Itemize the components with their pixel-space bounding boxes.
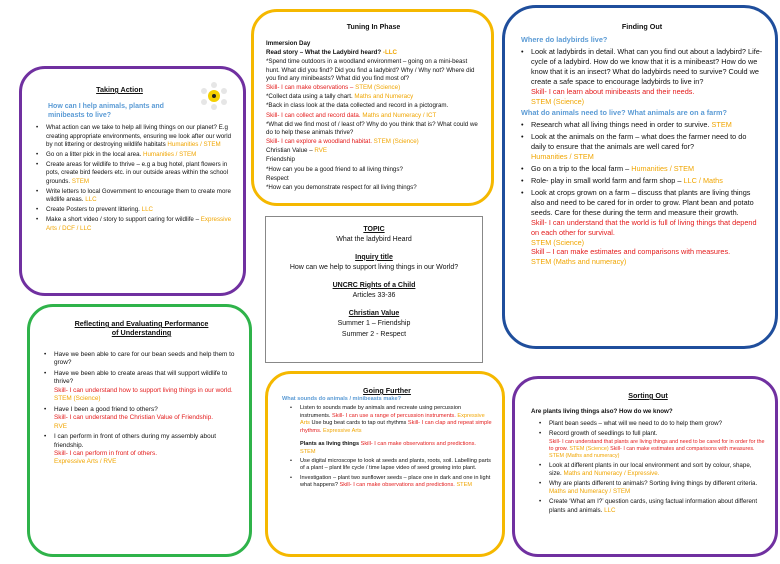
tuning-in-box: Tuning In Phase Immersion Day Read story – What the Ladybird heard? -LLC *Spend time outdoors in a woodland environment – going on a mini-beast hunt. What did you find? Did you find a ladybird? Why / Why not? Where did you find any minibeasts? What did you find most of? Skill- I can make observations – STEM (Science) *Collect data using a tally chart. Maths and Numeracy *Back in class look at the data collected and record in a pictogram. Skill- I can collect and record data. Maths and Numeracy / ICT *What did we find most of / least of? Why do you think that is? What could we do to help these animals thrive? Skill- I can explore a woodland habitat. STEM (Science) Christian Value – RVE Friendship *How can you be a good friend to all living things? Respect *How can you demonstrate respect for all living things? [251, 9, 494, 206]
topic-value: What the ladybird Heard [336, 236, 412, 244]
list-item: • Have I been a good friend to others? Skill- I can understand the Christian Value of Friendship. RVE [44, 406, 239, 431]
list-item: • Look at crops grown on a farm – discuss that plants are living things also and need to be cared for in order to grow. Plant bean and potato seeds. Care for these during the term and measure their growth. Skill- I can understand that the world is full of living things that depend on each other for survival. STEM (Science) Skill – I can make estimates and comparisons with measures. STEM (Maths and numeracy) [521, 188, 763, 267]
christian-value-label: Christian Value [348, 309, 400, 317]
finding-out-q1: Where do ladybirds live? [521, 35, 608, 44]
list-item: • Look at ladybirds in detail. What can you find out about a ladybird? Life- cycle of a ladybird. How do we know that it is a minibeast? How do we know that it is an insect? What do ladybirds need to survive? Could we create a safe space to encourage ladybirds to live in? Skill- I can learn about minibeasts and their needs. STEM (Science) [521, 47, 763, 107]
list-item: • Go on a litter pick in the local area. Humanities / STEM [36, 151, 233, 159]
list-item: • Have we been able to care for our bean seeds and help them to grow? [44, 351, 239, 368]
list-item: • Create Posters to prevent littering. LLC [36, 206, 233, 214]
list-item: • Record growth of seedlings to full plant. Skill- I can understand that plants are living things and need to be cared for in order for the to grow. STEM (Science) Skill- I can make estimates and comparisons with measures. STEM (Maths and numeracy) [539, 430, 765, 459]
finding-out-box [502, 5, 778, 349]
taking-action-title: Taking Action [96, 85, 143, 94]
read-story: Read story – What the Ladybird heard? [266, 49, 382, 57]
reflecting-title: Reflecting and Evaluating Performance of Understanding [74, 319, 209, 337]
reflecting-box [27, 304, 252, 557]
list-item: • Use digital microscope to look at seeds and plants, roots, soil. Labelling parts of a plant – plant life cycle / time lapse video of seed growing into plant. [290, 458, 492, 473]
sorting-out-box [512, 376, 778, 557]
list-item: • Role- play in small world farm and farm shop – LLC / Maths [521, 176, 763, 186]
list-item: • Have we been able to create areas that will support wildlife to thrive? Skill- I can understand how to support living things in our world. STEM (Science) [44, 370, 239, 404]
list-item: • Go on a trip to the local farm – Humanities / STEM [521, 164, 763, 174]
inquiry-value: How can we help to support living things in our World? [289, 264, 459, 272]
list-item: • Look at different plants in our local environment and sort by colour, shape, size. Maths and Numeracy / Expressive. [539, 462, 765, 478]
taking-action-list [36, 124, 233, 232]
list-item: • I can perform in front of others during my assembly about friendship. Skill- I can perform in front of others. Expressive Arts / RVE [44, 433, 239, 467]
list-item: • What action can we take to help all living things on our planet? E.g creating appropriate environments, ensuring we look after our world by not littering or destroying wildlife habitats Humanities / STEM [36, 124, 233, 149]
taking-action-question: How can I help animals, plants and minibeasts to live? [48, 103, 164, 120]
list-item: • Create ‘What am I?’ question cards, using factual information about different plants and animals. LLC [539, 498, 765, 514]
list-item: • Look at the animals on the farm – what does the farmer need to do daily to ensure that the animals are well cared for? Humanities / STEM [521, 132, 763, 162]
tuning-in-title: Tuning In Phase [346, 24, 401, 31]
uncrc-value: Articles 33-36 [352, 292, 396, 300]
going-further-question: What sounds do animals / minibeasts make? [282, 396, 402, 402]
finding-out-title: Finding Out [621, 22, 663, 31]
list-item: • Write letters to local Government to encourage them to create more wildlife areas. LLC [36, 188, 233, 204]
going-further-box [265, 371, 505, 557]
list-item: • Why are plants different to animals? Sorting living things by different criteria. Maths and Numeracy / STEM [539, 480, 765, 496]
taking-action-box [19, 66, 246, 296]
sorting-out-question: Are plants living things also? How do we know? [531, 408, 673, 415]
list-item: • Plant bean seeds – what will we need to do to help them grow? [539, 420, 765, 428]
finding-out-q2: What do animals need to live? What animals are on a farm? [521, 108, 727, 118]
going-further-title: Going Further [363, 386, 411, 395]
immersion-day: Immersion Day [266, 40, 311, 47]
topic-box: TOPIC What the ladybird Heard Inquiry title How can we help to support living things in our World? UNCRC Rights of a Child Articles 33-36 Christian Value Summer 1 – Friendship Summer 2 - Respect [265, 216, 483, 363]
uncrc-label: UNCRC Rights of a Child [332, 281, 416, 289]
list-item: • Make a short video / story to support caring for wildlife – Expressive Arts / DCF / LLC [36, 216, 233, 232]
sorting-out-title: Sorting Out [628, 391, 668, 400]
topic-label: TOPIC [363, 226, 385, 233]
list-item: • Investigation – plant two sunflower seeds – place one in dark and one in light what happens? Skill- I can make observations and predictions. STEM [290, 475, 492, 490]
inquiry-label: Inquiry title [355, 253, 393, 261]
list-item: • Research what all living things need in order to survive. STEM [521, 120, 763, 130]
bee-icon [199, 81, 229, 111]
list-item: • Create areas for wildlife to thrive – e.g a bug hotel, plant flowers in pots, create bird feeders etc. in our outside areas within the school grounds. STEM [36, 161, 233, 186]
list-item: • Listen to sounds made by animals and recreate using percussion instruments. Skill- I can use a range of percussion instruments. Expressive Arts Use bug beat cards to tap out rhythms Skill- I can clap and repeat simple rhythms. Expressive Arts Plants as living things Skill- I can make observations and predictions. STEM [290, 405, 492, 456]
